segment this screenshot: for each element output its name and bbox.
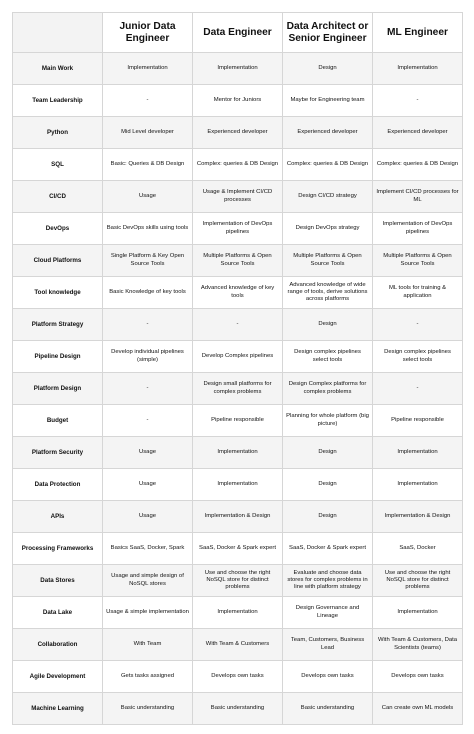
- table-cell: Maybe for Engineering team: [283, 85, 373, 117]
- row-label: Agile Development: [13, 661, 103, 693]
- table-row: [13, 149, 463, 181]
- table-cell: Mentor for Juniors: [193, 85, 283, 117]
- row-label: Budget: [13, 405, 103, 437]
- table-row: [13, 85, 463, 117]
- table-cell: Develops own tasks: [193, 661, 283, 693]
- table-cell: Implementation: [373, 437, 463, 469]
- table-cell: With Team: [103, 629, 193, 661]
- table-cell: Implementation: [103, 53, 193, 85]
- table-cell: Multiple Platforms & Open Source Tools: [193, 245, 283, 277]
- table-cell: -: [103, 309, 193, 341]
- table-cell: Evaluate and choose data stores for complex problems in line with platform strategy: [283, 565, 373, 597]
- table-cell: Usage & simple implementation: [103, 597, 193, 629]
- table-cell: Team, Customers, Business Lead: [283, 629, 373, 661]
- table-row: [13, 437, 463, 469]
- table-row: [13, 533, 463, 565]
- header-ml-engineer: ML Engineer: [373, 13, 463, 53]
- row-label: Machine Learning: [13, 693, 103, 725]
- table-cell: Implementation: [373, 597, 463, 629]
- table-cell: Develops own tasks: [283, 661, 373, 693]
- table-cell: Mid Level developer: [103, 117, 193, 149]
- table-cell: Design complex pipelines select tools: [283, 341, 373, 373]
- table-cell: Implementation: [373, 53, 463, 85]
- table-cell: Implement CI/CD processes for ML: [373, 181, 463, 213]
- row-label: Main Work: [13, 53, 103, 85]
- table-row: [13, 501, 463, 533]
- table-cell: Design complex pipelines select tools: [373, 341, 463, 373]
- table-cell: Implementation: [193, 53, 283, 85]
- table-cell: Usage: [103, 181, 193, 213]
- header-corner-cell: [13, 13, 103, 53]
- table-header: [13, 13, 463, 53]
- table-cell: Usage & Implement CI/CD processes: [193, 181, 283, 213]
- row-label: Data Stores: [13, 565, 103, 597]
- row-label: Collaboration: [13, 629, 103, 661]
- table-cell: Design Governance and Lineage: [283, 597, 373, 629]
- table-row: [13, 565, 463, 597]
- table-cell: Design: [283, 469, 373, 501]
- row-label: Data Protection: [13, 469, 103, 501]
- row-label: APIs: [13, 501, 103, 533]
- table-cell: Basics SaaS, Docker, Spark: [103, 533, 193, 565]
- table-cell: Design: [283, 501, 373, 533]
- table-row: [13, 661, 463, 693]
- table-row: [13, 341, 463, 373]
- header-junior-data-engineer: Junior Data Engineer: [103, 13, 193, 53]
- row-label: SQL: [13, 149, 103, 181]
- table-cell: With Team & Customers, Data Scientists (teams): [373, 629, 463, 661]
- table-cell: Single Platform & Key Open Source Tools: [103, 245, 193, 277]
- table-cell: Basic Knowledge of key tools: [103, 277, 193, 309]
- table-cell: With Team & Customers: [193, 629, 283, 661]
- table-cell: Develop individual pipelines (simple): [103, 341, 193, 373]
- table-cell: Implementation & Design: [193, 501, 283, 533]
- table-cell: Usage: [103, 437, 193, 469]
- header-data-architect: Data Architect or Senior Engineer: [283, 13, 373, 53]
- table-cell: Use and choose the right NoSQL store for distinct problems: [193, 565, 283, 597]
- table-row: [13, 277, 463, 309]
- comparison-table-container: [12, 12, 462, 722]
- table-cell: Multiple Platforms & Open Source Tools: [283, 245, 373, 277]
- table-cell: Basic understanding: [193, 693, 283, 725]
- table-cell: Implementation: [193, 469, 283, 501]
- table-cell: Gets tasks assigned: [103, 661, 193, 693]
- table-cell: Design: [283, 309, 373, 341]
- table-cell: Basic DevOps skills using tools: [103, 213, 193, 245]
- table-row: [13, 629, 463, 661]
- table-cell: -: [373, 85, 463, 117]
- table-cell: SaaS, Docker: [373, 533, 463, 565]
- table-cell: Advanced knowledge of key tools: [193, 277, 283, 309]
- table-cell: Implementation of DevOps pipelines: [373, 213, 463, 245]
- table-cell: Implementation & Design: [373, 501, 463, 533]
- table-cell: -: [103, 405, 193, 437]
- table-cell: Implementation of DevOps pipelines: [193, 213, 283, 245]
- table-row: [13, 309, 463, 341]
- table-row: [13, 469, 463, 501]
- table-cell: Complex: queries & DB Design: [373, 149, 463, 181]
- table-cell: Can create own ML models: [373, 693, 463, 725]
- table-cell: Design Complex platforms for complex problems: [283, 373, 373, 405]
- table-cell: Experienced developer: [193, 117, 283, 149]
- table-cell: Usage and simple design of NoSQL stores: [103, 565, 193, 597]
- table-cell: SaaS, Docker & Spark expert: [283, 533, 373, 565]
- table-cell: ML tools for training & application: [373, 277, 463, 309]
- table-cell: -: [103, 85, 193, 117]
- table-cell: Basic understanding: [103, 693, 193, 725]
- table-cell: -: [373, 373, 463, 405]
- table-cell: Develop Complex pipelines: [193, 341, 283, 373]
- row-label: DevOps: [13, 213, 103, 245]
- table-cell: Basic understanding: [283, 693, 373, 725]
- header-data-engineer: Data Engineer: [193, 13, 283, 53]
- table-cell: Implementation: [373, 469, 463, 501]
- row-label: Processing Frameworks: [13, 533, 103, 565]
- table-row: [13, 117, 463, 149]
- row-label: Pipeline Design: [13, 341, 103, 373]
- table-cell: Usage: [103, 501, 193, 533]
- table-cell: Use and choose the right NoSQL store for distinct problems: [373, 565, 463, 597]
- table-cell: Develops own tasks: [373, 661, 463, 693]
- row-label: Cloud Platforms: [13, 245, 103, 277]
- table-cell: -: [193, 309, 283, 341]
- table-cell: -: [373, 309, 463, 341]
- table-cell: Experienced developer: [373, 117, 463, 149]
- table-cell: Design DevOps strategy: [283, 213, 373, 245]
- table-row: [13, 245, 463, 277]
- row-label: Platform Security: [13, 437, 103, 469]
- table-cell: -: [103, 373, 193, 405]
- table-cell: Planning for whole platform (big picture): [283, 405, 373, 437]
- table-cell: Multiple Platforms & Open Source Tools: [373, 245, 463, 277]
- table-row: [13, 53, 463, 85]
- table-body: [13, 53, 463, 725]
- row-label: CI/CD: [13, 181, 103, 213]
- table-row: [13, 213, 463, 245]
- table-cell: Complex: queries & DB Design: [193, 149, 283, 181]
- table-cell: Design: [283, 437, 373, 469]
- table-cell: Advanced knowledge of wide range of tools, derive solutions across platforms: [283, 277, 373, 309]
- table-cell: Implementation: [193, 437, 283, 469]
- table-cell: Design: [283, 53, 373, 85]
- row-label: Platform Strategy: [13, 309, 103, 341]
- table-cell: SaaS, Docker & Spark expert: [193, 533, 283, 565]
- table-row: [13, 181, 463, 213]
- table-row: [13, 405, 463, 437]
- row-label: Tool knowledge: [13, 277, 103, 309]
- role-comparison-table: [12, 12, 463, 725]
- table-row: [13, 597, 463, 629]
- table-cell: Complex: queries & DB Design: [283, 149, 373, 181]
- table-cell: Usage: [103, 469, 193, 501]
- table-row: [13, 373, 463, 405]
- row-label: Platform Design: [13, 373, 103, 405]
- table-cell: Design CI/CD strategy: [283, 181, 373, 213]
- table-cell: Experienced developer: [283, 117, 373, 149]
- header-row: [13, 13, 463, 53]
- table-cell: Design small platforms for complex problems: [193, 373, 283, 405]
- table-cell: Pipeline responsible: [193, 405, 283, 437]
- row-label: Team Leadership: [13, 85, 103, 117]
- table-cell: Implementation: [193, 597, 283, 629]
- table-row: [13, 693, 463, 725]
- table-cell: Basic: Queries & DB Design: [103, 149, 193, 181]
- row-label: Data Lake: [13, 597, 103, 629]
- row-label: Python: [13, 117, 103, 149]
- table-cell: Pipeline responsible: [373, 405, 463, 437]
